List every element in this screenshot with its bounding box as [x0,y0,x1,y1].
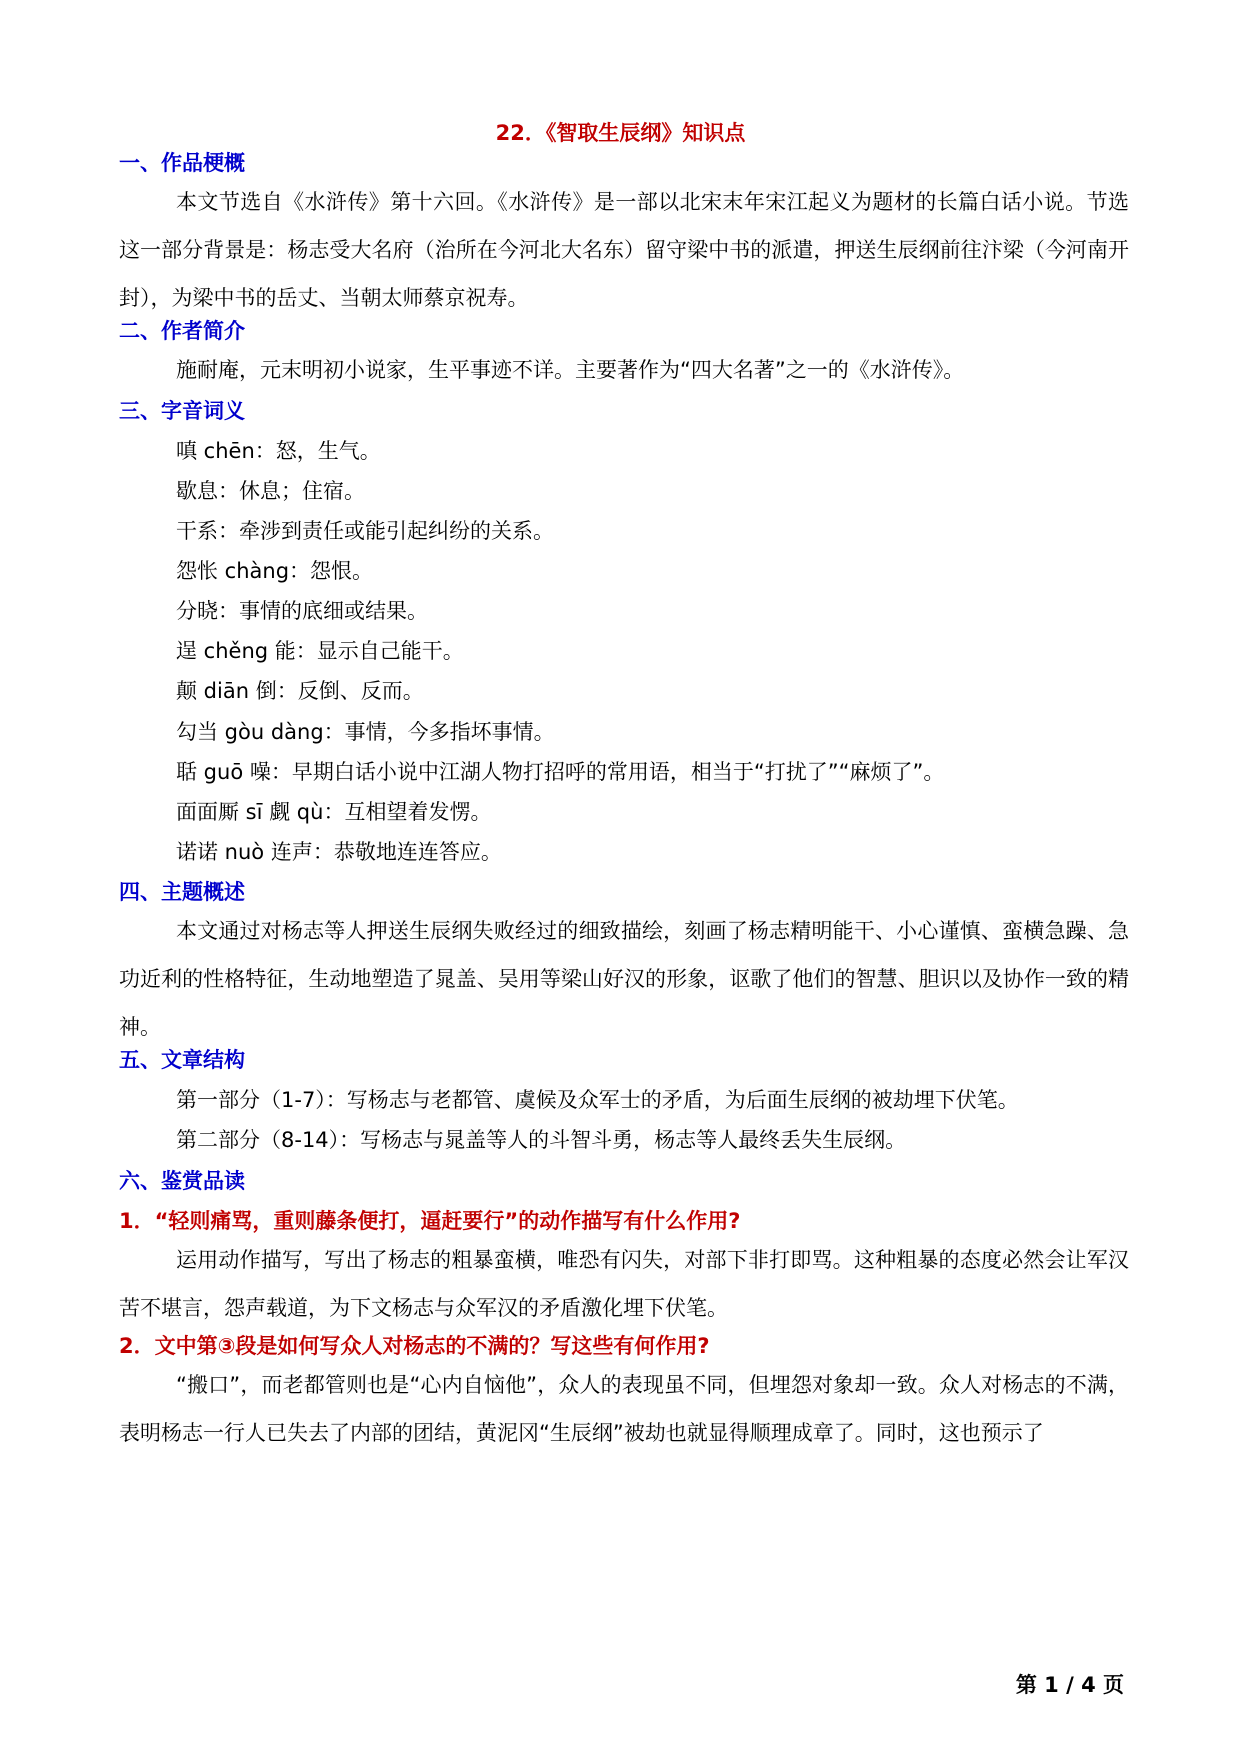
vocab-item: 怨怅 chàng：怨恨。 [176,559,374,583]
theme-paragraph: 本文通过对杨志等人押送生辰纲失败经过的细致描绘，刻画了杨志精明能干、小心谨慎、蛮横急躁、急功近利的性格特征，生动地塑造了晁盖、吴用等梁山好汉的形象，讴歌了他们的智慧、胆识以及协作一致的精神。 [119,919,1129,1039]
document-title: 22．《智取生辰纲》知识点 [495,121,746,145]
structure-item: 第二部分（8-14）：写杨志与晁盖等人的斗智斗勇，杨志等人最终丢失生辰纲。 [176,1128,907,1152]
structure-item: 第一部分（1-7）：写杨志与老都管、虞候及众军士的矛盾，为后面生辰纲的被劫埋下伏笔。 [176,1088,1019,1112]
vocab-item: 嗔 chēn：怒，生气。 [176,439,381,463]
vocab-item: 干系：牵涉到责任或能引起纠纷的关系。 [176,519,554,543]
section-heading-structure: 五、文章结构 [119,1048,245,1072]
synopsis-paragraph: 本文节选自《水浒传》第十六回。《水浒传》是一部以北宋末年宋江起义为题材的长篇白话小说。节选这一部分背景是：杨志受大名府（治所在今河北大名东）留守梁中书的派遣，押送生辰纲前往汴梁（今河南开封），为梁中书的岳丈、当朝太师蔡京祝寿。 [119,190,1129,310]
answer-2: “搬口”，而老都管则也是“心内自恼他”，众人的表现虽不同，但埋怨对象却一致。众人对杨志的不满，表明杨志一行人已失去了内部的团结，黄泥冈“生辰纲”被劫也就显得顺理成章了。同时，这也预示了 [119,1373,1129,1445]
question-1: 1．“轻则痛骂，重则藤条便打，逼赶要行”的动作描写有什么作用? [119,1209,741,1233]
vocab-item: 歇息：休息；住宿。 [176,479,365,503]
vocab-item: 勾当 gòu dàng：事情，今多指坏事情。 [176,720,555,744]
section-heading-synopsis: 一、作品梗概 [119,151,245,175]
vocab-item: 面面厮 sī 觑 qù：互相望着发愣。 [176,800,492,824]
vocab-item: 逞 chěng 能：显示自己能干。 [176,639,464,663]
author-paragraph: 施耐庵，元末明初小说家，生平事迹不详。主要著作为“四大名著”之一的《水浒传》。 [176,358,965,382]
vocab-item: 诺诺 nuò 连声：恭敬地连连答应。 [176,840,502,864]
section-heading-author: 二、作者简介 [119,319,245,343]
question-2: 2．文中第③段是如何写众人对杨志的不满的？写这些有何作用? [119,1334,710,1358]
page-number: 第 1 / 4 页 [1015,1673,1124,1697]
vocab-item: 分晓：事情的底细或结果。 [176,599,428,623]
answer-1: 运用动作描写，写出了杨志的粗暴蛮横，唯恐有闪失，对部下非打即骂。这种粗暴的态度必然会让军汉苦不堪言，怨声载道，为下文杨志与众军汉的矛盾激化埋下伏笔。 [119,1248,1129,1320]
vocab-item: 聒 guō 噪：早期白话小说中江湖人物打招呼的常用语，相当于“打扰了”“麻烦了”。 [176,760,945,784]
section-heading-theme: 四、主题概述 [119,880,245,904]
section-heading-vocabulary: 三、字音词义 [119,399,245,423]
section-heading-appreciation: 六、鉴赏品读 [119,1169,245,1193]
vocab-item: 颠 diān 倒：反倒、反而。 [176,679,424,703]
